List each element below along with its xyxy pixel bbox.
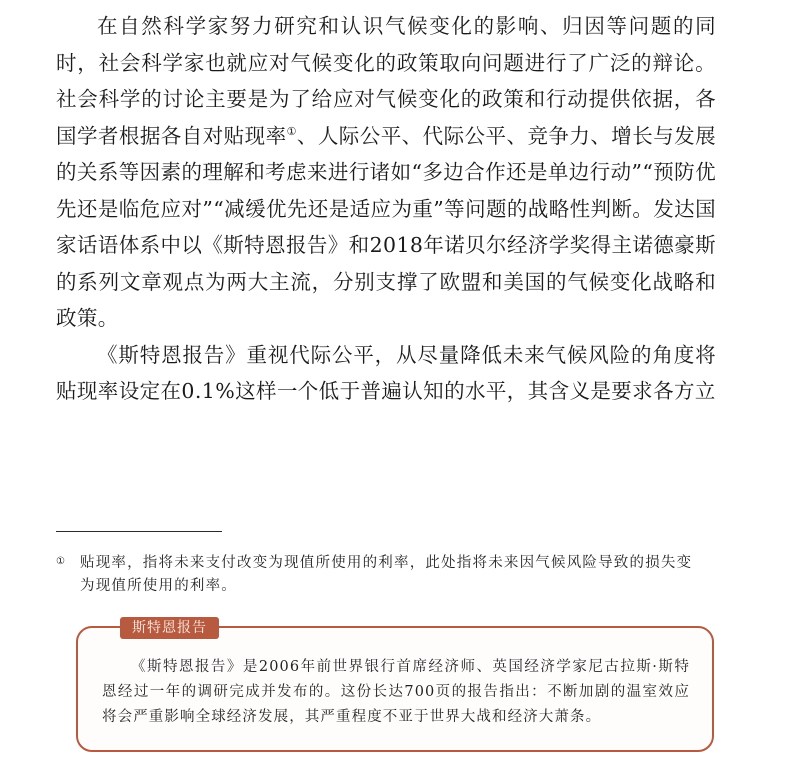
paragraph-1-part-2: 、人际公平、代际公平、竞争力、增长与发展的关系等因素的理解和考虑来进行诸如“多边合作还是单边行动”“预防优先还是临危应对”“减缓优先还是适应为重”等问题的战略性判断。发达国家话语体系中以《斯特恩报告》和2018年诺贝尔经济学奖得主诺德豪斯的系列文章观点为两大主流，分别支撑了欧盟和美国的气候变化战略和政策。 [56,123,717,330]
footnote [56,552,706,598]
sidebar-box-content [102,655,690,730]
sidebar-box-title: 斯特恩报告 [120,617,219,639]
sidebar-box-text: 《斯特恩报告》是2006年前世界银行首席经济师、英国经济学家尼古拉斯·斯特恩经过一年的调研完成并发布的。这份长达700页的报告指出：不断加剧的温室效应将会严重影响全球经济发展，其严重程度不亚于世界大战和经济大萧条。 [102,659,690,725]
paragraph-1-part-1: 在自然科学家努力研究和认识气候变化的影响、归因等问题的同时，社会科学家也就应对气候变化的政策取向问题进行了广泛的辩论。社会科学的讨论主要是为了给应对气候变化的政策和行动提供依据，各国学者根据各自对贴现率 [56,14,716,148]
footnote-mark: ① [56,556,65,567]
main-text [56,8,716,410]
paragraph-2: 《斯特恩报告》重视代际公平，从尽量降低未来气候风险的角度将贴现率设定在0.1%这样一个低于普遍认知的水平，其含义是要求各方立 [56,342,716,403]
paragraph-1 [56,8,716,337]
footnote-text: 贴现率，指将未来支付改变为现值所使用的利率，此处指将未来因气候风险导致的损失变为现值所使用的利率。 [80,555,693,594]
footnote-divider [56,531,222,532]
footnote-reference[interactable]: ① [286,124,297,138]
